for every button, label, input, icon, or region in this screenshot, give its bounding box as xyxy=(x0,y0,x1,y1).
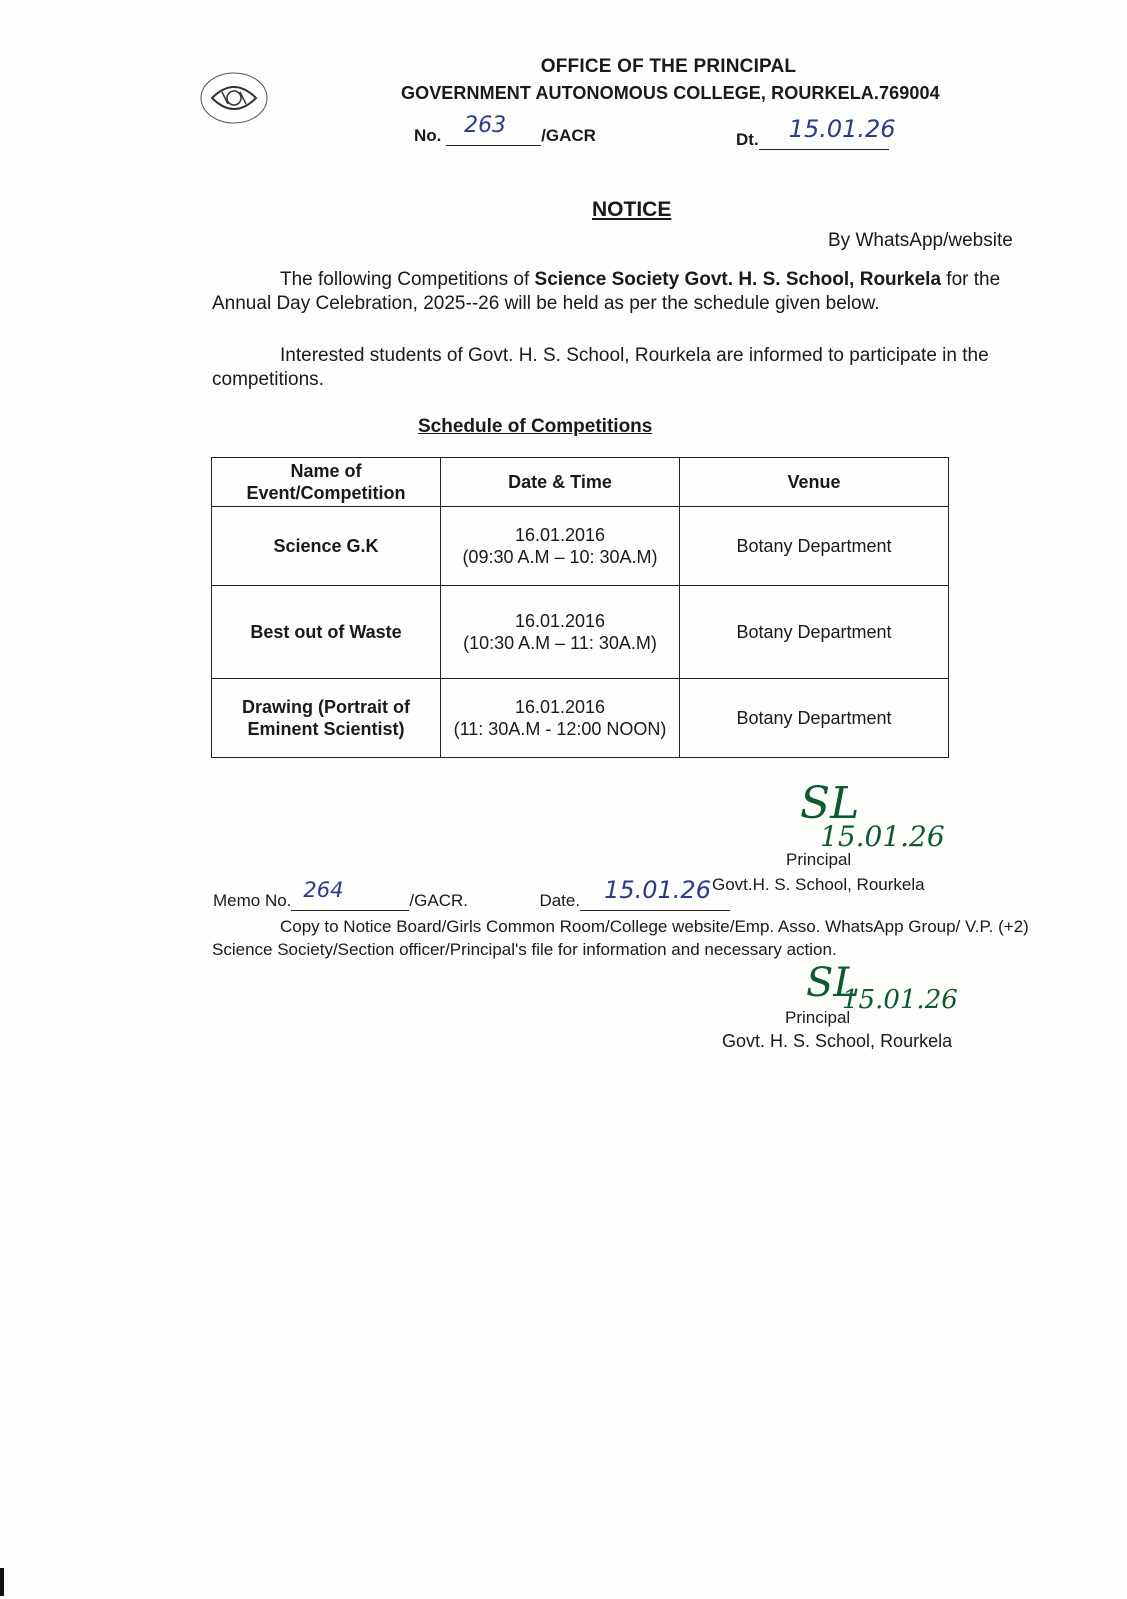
notice-date xyxy=(736,115,896,150)
signatory-school: Govt.H. S. School, Rourkela xyxy=(712,875,925,894)
signature-date: 15.01.26 xyxy=(820,820,945,853)
event-datetime xyxy=(441,507,680,586)
para2-text: Interested students of Govt. H. S. School, Rourkela are informed to participate in the competitions. xyxy=(212,345,989,390)
principal-signature: SL xyxy=(800,778,860,829)
table-row xyxy=(212,507,949,586)
copy-to-paragraph xyxy=(212,915,1042,961)
col-header-datetime: Date & Time xyxy=(441,458,680,507)
signature-date: 15.01.26 xyxy=(842,985,958,1015)
signatory-school: Govt. H. S. School, Rourkela xyxy=(722,1031,953,1051)
organizer-name: Science Society Govt. H. S. School, Rourkela xyxy=(534,269,942,290)
event-datetime xyxy=(441,679,680,758)
event-venue: Botany Department xyxy=(680,679,949,758)
event-time: (09:30 A.M – 10: 30A.M) xyxy=(462,547,658,567)
event-name: Best out of Waste xyxy=(212,586,441,679)
college-emblem-icon xyxy=(198,70,270,126)
ref-suffix: /GACR xyxy=(541,126,596,145)
col-header-venue: Venue xyxy=(680,458,949,507)
institution-name: GOVERNMENT AUTONOMOUS COLLEGE, ROURKELA.769004 xyxy=(401,83,940,103)
event-datetime xyxy=(441,586,680,679)
schedule-title: Schedule of Competitions xyxy=(418,416,653,437)
memo-prefix: Memo No. xyxy=(213,891,292,910)
office-title: OFFICE OF THE PRINCIPAL xyxy=(540,56,797,77)
event-date: 16.01.2016 xyxy=(514,611,606,631)
reference-number xyxy=(414,113,596,146)
event-date: 16.01.2016 xyxy=(514,697,606,717)
event-time: (11: 30A.M - 12:00 NOON) xyxy=(453,719,667,739)
col-header-event: Name of Event/Competition xyxy=(212,458,441,507)
event-time: (10:30 A.M – 11: 30A.M) xyxy=(463,633,657,653)
event-name: Drawing (Portrait of Eminent Scientist) xyxy=(212,679,441,758)
participation-paragraph xyxy=(212,344,1022,392)
signatory-designation: Principal xyxy=(786,850,852,869)
scan-edge-mark xyxy=(0,1568,4,1596)
event-date: 16.01.2016 xyxy=(514,525,606,545)
date-handwritten: 15.01.26 xyxy=(788,115,896,143)
event-venue: Botany Department xyxy=(680,586,949,679)
notice-title: NOTICE xyxy=(592,198,672,221)
date-label: Dt. xyxy=(736,130,759,149)
intro-paragraph xyxy=(212,268,1022,316)
table-row xyxy=(212,586,949,679)
copy-to-text: Copy to Notice Board/Girls Common Room/College website/Emp. Asso. WhatsApp Group/ V.P. (+2) Science Society/Section officer/Principal's file for information and necessary action. xyxy=(212,917,1029,959)
table-row xyxy=(212,679,949,758)
distribution-note: By WhatsApp/website xyxy=(828,230,1013,251)
para1-text-cont: for the Annual Day Celebration, 2025--26 will be held as per the schedule given below. xyxy=(212,269,1001,314)
ref-number-handwritten: 263 xyxy=(464,113,507,138)
para1-text: The following Competitions of xyxy=(280,269,535,290)
event-name: Science G.K xyxy=(212,507,441,586)
memo-line xyxy=(213,876,730,911)
event-venue: Botany Department xyxy=(680,507,949,586)
principal-signature: SL xyxy=(806,960,860,1006)
signatory-designation: Principal xyxy=(785,1008,851,1027)
memo-date-label: Date. xyxy=(539,891,581,910)
table-header-row xyxy=(212,458,949,507)
schedule-table xyxy=(211,457,949,758)
memo-suffix: /GACR. xyxy=(409,891,468,910)
memo-number-handwritten: 264 xyxy=(303,878,344,902)
memo-date-handwritten: 15.01.26 xyxy=(604,876,711,904)
ref-prefix: No. xyxy=(414,126,442,145)
